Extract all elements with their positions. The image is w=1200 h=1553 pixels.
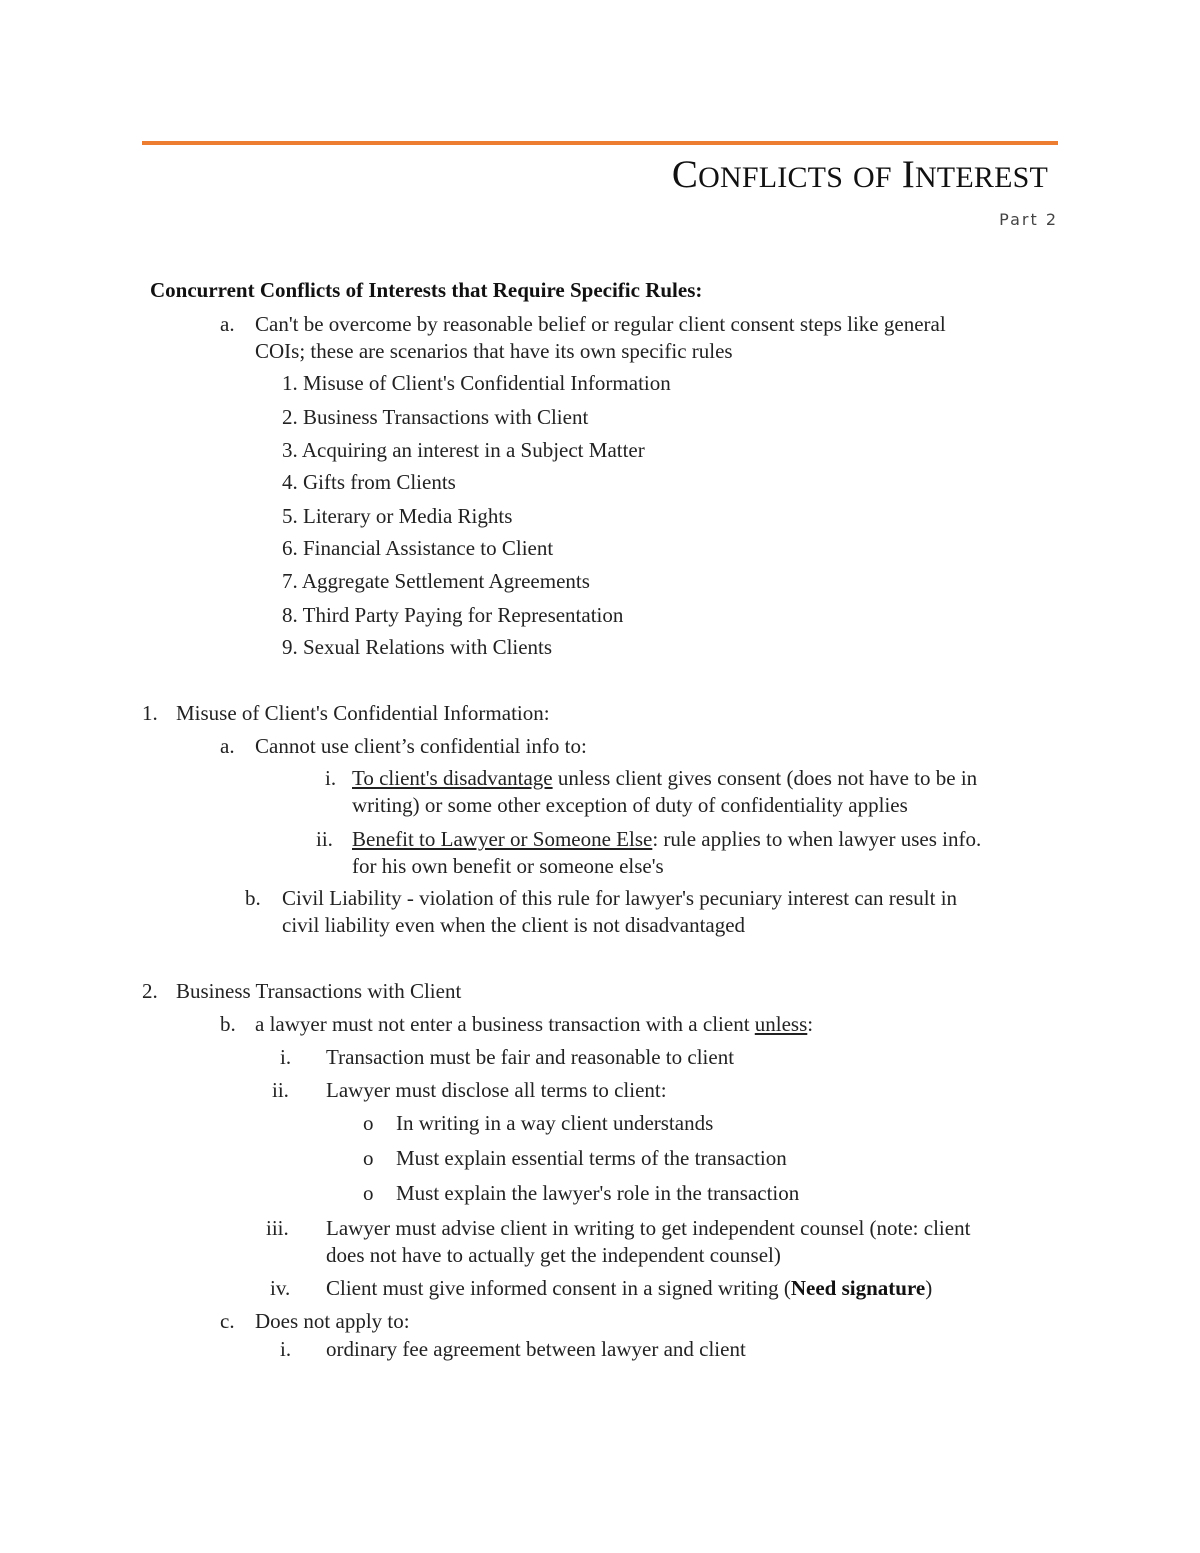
list-marker: iii. <box>266 1216 289 1240</box>
bullet-marker: o <box>363 1146 374 1170</box>
section1-ii-line2: for his own benefit or someone else's <box>352 854 664 878</box>
list-marker: i. <box>280 1045 292 1069</box>
intro-a-line1: Can't be overcome by reasonable belief or regular client consent steps like general <box>255 312 946 336</box>
intro-a-line2: COIs; these are scenarios that have its own specific rules <box>255 339 733 363</box>
intro-heading: Concurrent Conflicts of Interests that Require Specific Rules: <box>150 278 703 302</box>
section1-i-line2: writing) or some other exception of duty of confidentiality applies <box>352 793 908 817</box>
list-marker: ii. <box>316 827 333 851</box>
list-marker: 2. <box>142 979 158 1003</box>
section1-title: Misuse of Client's Confidential Information: <box>176 701 550 725</box>
section2-title: Business Transactions with Client <box>176 979 462 1003</box>
rule-item-8: 8. Third Party Paying for Representation <box>282 603 624 627</box>
list-marker: ii. <box>272 1078 289 1102</box>
list-marker: c. <box>220 1309 235 1333</box>
bullet-marker: o <box>363 1181 374 1205</box>
rule-item-6: 6. Financial Assistance to Client <box>282 536 554 560</box>
header-accent-rule <box>142 141 1058 145</box>
list-marker: b. <box>245 886 261 910</box>
rule-item-4: 4. Gifts from Clients <box>282 470 456 494</box>
rule-item-7: 7. Aggregate Settlement Agreements <box>282 569 590 593</box>
list-marker: iv. <box>270 1276 291 1300</box>
list-marker: 1. <box>142 701 158 725</box>
section1-b-line2: civil liability even when the client is not disadvantaged <box>282 913 746 937</box>
list-marker: a. <box>220 734 235 758</box>
section2-iii-line2: does not have to actually get the independent counsel) <box>326 1243 781 1267</box>
underlined-term: To client's disadvantage <box>352 766 553 790</box>
underlined-term: unless <box>754 1012 808 1036</box>
list-marker: i. <box>280 1337 292 1361</box>
document-page: CONFLICTS OF INTEREST Part 2 Concurrent Conflicts of Interests that Require Specific Rules: a. Can't be overcome by reasonable belief or regular client consent steps like general COIs; these are scenarios that have its own specific rules 1. Misuse of Client's Confidential Information 2. Business Transactions with Client 3. Acquiring an interest in a Subject Matter 4. Gifts from Clients 5. Literary or Media Rights 6. Financial Assistance to Client 7. Aggregate Settlement Agreements 8. Third Party Paying for Representation 9. Sexual Relations with Clients 1. Misuse of Client's Confidential Information: a. Cannot use client’s confidential info to: i. To client's disadvantage unless client gives consent (does not have to be in writing) or some other exception of duty of confidentiality applies ii. Benefit to Lawyer or Someone Else: rule applies to when lawyer uses info. for his own benefit or someone else's b. Civil Liability - violation of this rule for lawyer's pecuniary interest can result in civil liability even when the client is not disadvantaged 2. Business Transactions with Client b. a lawyer must not enter a business transaction with a client unless: i. Transaction must be fair and reasonable to client ii. Lawyer must disclose all terms to client: o In writing in a way client understands o Must explain essential terms of the transaction o Must explain the lawyer's role in the transaction iii. Lawyer must advise client in writing to get independent counsel (note: client does not have to actually get the independent counsel) iv. Client must give informed consent in a signed writing (Need signature) c. Does not apply to: i. ordinary fee agreement between lawyer and client <box>0 0 1200 1553</box>
document-subtitle: Part 2 <box>999 210 1058 229</box>
bold-emphasis: Need signature <box>790 1276 926 1300</box>
rule-item-1: 1. Misuse of Client's Confidential Information <box>282 371 671 395</box>
list-marker: b. <box>220 1012 236 1036</box>
rule-item-5: 5. Literary or Media Rights <box>282 504 513 528</box>
rule-item-9: 9. Sexual Relations with Clients <box>282 635 553 659</box>
list-marker: i. <box>325 766 337 790</box>
underlined-term: Benefit to Lawyer or Someone Else <box>352 827 653 851</box>
rule-item-2: 2. Business Transactions with Client <box>282 405 589 429</box>
bullet-marker: o <box>363 1111 374 1135</box>
rule-item-3: 3. Acquiring an interest in a Subject Matter <box>282 438 645 462</box>
document-title: CONFLICTS OF INTEREST <box>671 153 1048 196</box>
list-marker: a. <box>220 312 235 336</box>
